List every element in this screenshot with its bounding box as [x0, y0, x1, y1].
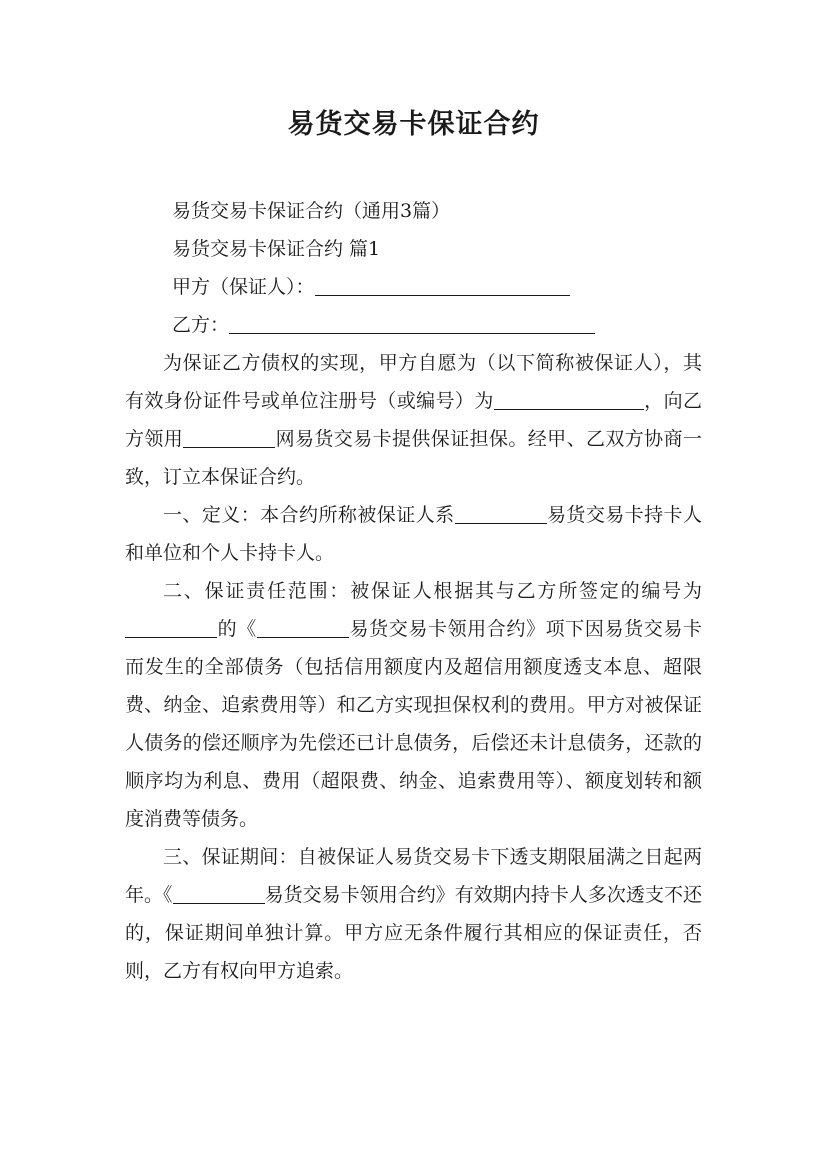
party-b-blank	[229, 309, 595, 334]
clause-1-text-1: 一、定义：本合约所称被保证人系	[163, 504, 455, 526]
document-body	[125, 192, 702, 990]
clause-3	[125, 838, 702, 990]
contract-number-blank	[125, 613, 217, 638]
clause-2	[125, 572, 702, 838]
party-a-blank	[315, 271, 570, 296]
bank-blank	[183, 423, 275, 448]
intro-text-1: 为保证乙方债权的实现，甲方自愿为（以下简称被保证人），其有效身份证件号或单位注册号（或编号）为	[125, 352, 702, 412]
document-heading: 易货交易卡保证合约（通用3篇）	[172, 200, 451, 222]
id-number-blank	[494, 385, 644, 410]
intro-paragraph	[125, 344, 702, 496]
intro-text-3: 网易货交易卡提供保证担保。经甲、乙双方协商一致，订立本保证合约。	[125, 428, 702, 488]
clause-1	[125, 496, 702, 572]
clause-2-text-1: 二、保证责任范围：被保证人根据其与乙方所签定的编号为	[163, 580, 702, 602]
section-label: 易货交易卡保证合约 篇1	[172, 238, 381, 260]
intro-text-2: ，向乙方领用	[125, 390, 702, 450]
clause-3-blank	[173, 879, 265, 904]
party-a-line	[125, 268, 702, 306]
clause-2-text-3: 易货交易卡领用合约》项下因易货交易卡而发生的全部债务（包括信用额度内及超信用额度透支本息、超限费、纳金、追索费用等）和乙方实现担保权利的费用。甲方对被保证人债务的偿还顺序为先偿还已计息债务，后偿还未计息债务，还款的顺序均为利息、费用（超限费、纳金、追索费用等）、额度划转和额度消费等债务。	[125, 618, 702, 830]
clause-3-text-2: 易货交易卡领用合约》有效期内持卡人多次透支不还的，保证期间单独计算。甲方应无条件履行其相应的保证责任，否则，乙方有权向甲方追索。	[125, 884, 702, 982]
clause-3-text-1: 三、保证期间：自被保证人易货交易卡下透支期限届满之日起两年。《	[125, 846, 702, 906]
clause-2-text-2: 的《	[217, 618, 257, 640]
clause-1-text-2: 易货交易卡持卡人和单位和个人卡持卡人。	[125, 504, 702, 564]
clause-2-bank-blank	[257, 613, 349, 638]
document-title: 易货交易卡保证合约	[287, 109, 540, 140]
party-a-label: 甲方（保证人）：	[172, 276, 315, 298]
party-b-label: 乙方：	[172, 314, 230, 336]
party-b-line	[125, 306, 702, 344]
clause-1-blank	[455, 499, 547, 524]
